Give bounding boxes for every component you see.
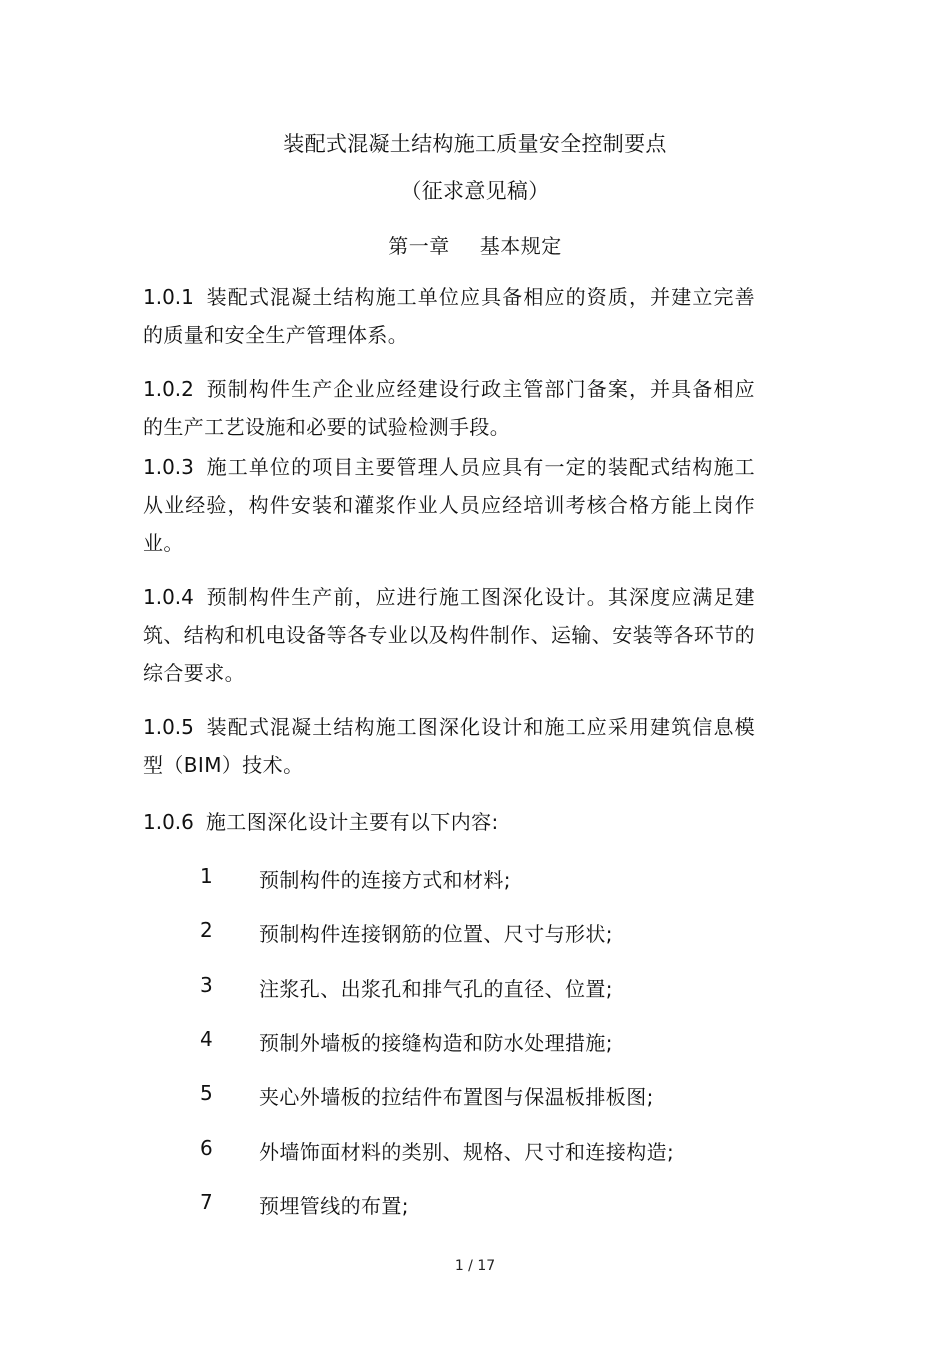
clause-number: 1.0.1 — [143, 285, 194, 309]
clause-text: 预制构件生产前，应进行施工图深化设计。其深度应满足建筑、结构和机电设备等各专业以及构件制作、运输、安装等各环节的综合要求。 — [143, 585, 755, 685]
clause-text: 预制构件生产企业应经建设行政主管部门备案，并具备相应的生产工艺设施和必要的试验检测手段。 — [143, 377, 755, 439]
list-item-number: 7 — [200, 1190, 213, 1214]
clause-text: 施工单位的项目主要管理人员应具有一定的装配式结构施工从业经验，构件安装和灌浆作业人员应经培训考核合格方能上岗作业。 — [143, 455, 755, 555]
clause-text: 装配式混凝土结构施工单位应具备相应的资质，并建立完善的质量和安全生产管理体系。 — [143, 285, 755, 347]
clause-number: 1.0.6 — [143, 810, 194, 834]
clause-number: 1.0.3 — [143, 455, 194, 479]
clause-text: 装配式混凝土结构施工图深化设计和施工应采用建筑信息模型（BIM）技术。 — [143, 715, 755, 777]
list-item-text: 预埋管线的布置; — [259, 1194, 409, 1218]
chapter-heading — [0, 230, 950, 259]
list-item-text: 预制构件连接钢筋的位置、尺寸与形状; — [259, 922, 613, 946]
clause-number: 1.0.2 — [143, 377, 194, 401]
clause-1-0-2 — [143, 370, 755, 446]
clause-1-0-1 — [143, 278, 755, 354]
list-item-number: 5 — [200, 1081, 213, 1105]
chapter-label: 第一章 — [388, 234, 450, 258]
clause-1-0-6 — [143, 803, 755, 841]
list-item-number: 1 — [200, 864, 213, 888]
clause-number: 1.0.5 — [143, 715, 194, 739]
chapter-name: 基本规定 — [479, 234, 562, 258]
list-item-number: 4 — [200, 1027, 213, 1051]
clause-1-0-3 — [143, 448, 755, 562]
page-indicator: 1 / 17 — [454, 1258, 496, 1274]
list-item-text: 注浆孔、出浆孔和排气孔的直径、位置; — [259, 977, 613, 1001]
clause-text: 施工图深化设计主要有以下内容: — [205, 810, 499, 834]
list-item-number: 6 — [200, 1136, 213, 1160]
clause-number: 1.0.4 — [143, 585, 194, 609]
clause-1-0-5 — [143, 708, 755, 784]
list-item-number: 3 — [200, 973, 213, 997]
list-item-number: 2 — [200, 918, 213, 942]
list-item-text: 预制外墙板的接缝构造和防水处理措施; — [259, 1031, 613, 1055]
list-item-text: 外墙饰面材料的类别、规格、尺寸和连接构造; — [259, 1140, 675, 1164]
list-item-text: 夹心外墙板的拉结件布置图与保温板排板图; — [259, 1085, 654, 1109]
document-title: 装配式混凝土结构施工质量安全控制要点 — [283, 132, 667, 156]
clause-1-0-4 — [143, 578, 755, 692]
document-subtitle: （征求意见稿） — [400, 179, 550, 203]
list-item-text: 预制构件的连接方式和材料; — [259, 868, 511, 892]
